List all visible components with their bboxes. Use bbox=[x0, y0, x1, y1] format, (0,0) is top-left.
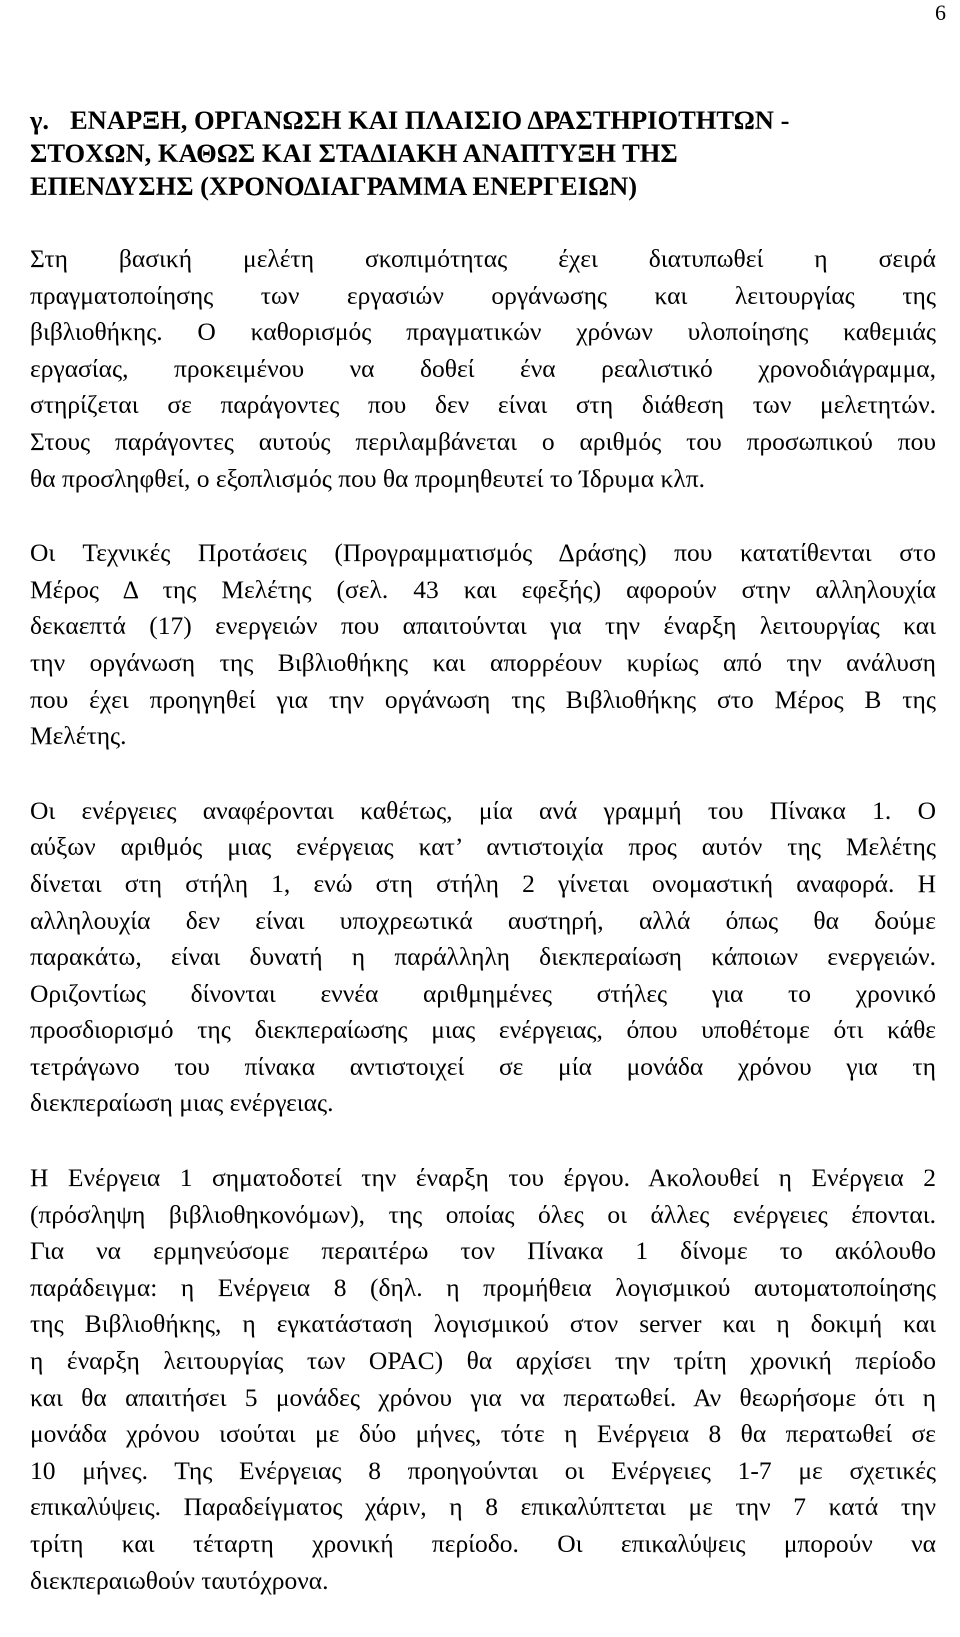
text-line: θα προσληφθεί, ο εξοπλισμός που θα προμηθευτεί το Ίδρυμα κλπ. bbox=[30, 463, 705, 493]
text-line: Στη βασική μελέτη σκοπιμότητας έχει διατυπωθεί η σειρά bbox=[30, 244, 936, 273]
text-line: διεκπεραίωση μιας ενέργειας. bbox=[30, 1088, 334, 1118]
text-line: βιβλιοθήκης. Ο καθορισμός πραγματικών χρόνων υλοποίησης καθεμιάς bbox=[30, 317, 936, 347]
document-body bbox=[30, 104, 936, 1637]
section-heading-line-3: ΕΠΕΝΔΥΣΗΣ (ΧΡΟΝΟΔΙΑΓΡΑΜΜΑ ΕΝΕΡΓΕΙΩΝ) bbox=[30, 171, 638, 201]
text-line: Οι ενέργειες αναφέρονται καθέτως, μία ανά γραμμή του Πίνακα 1. Ο bbox=[30, 795, 936, 825]
text-line: τρίτη και τέταρτη χρονική περίοδο. Οι επικαλύψεις μπορούν να bbox=[30, 1529, 936, 1558]
text-line: επικαλύψεις. Παραδείγματος χάριν, η 8 επικαλύπτεται με την 7 κατά την bbox=[30, 1492, 936, 1522]
text-line: Στους παράγοντες αυτούς περιλαμβάνεται ο αριθμός του προσωπικού που bbox=[30, 426, 936, 456]
text-line: μονάδα χρόνου ισούται με δύο μήνες, τότε η Ενέργεια 8 θα περατωθεί σε bbox=[30, 1419, 936, 1449]
section-heading-line-2: ΣΤΟΧΩΝ, ΚΑΘΩΣ ΚΑΙ ΣΤΑΔΙΑΚΗ ΑΝΑΠΤΥΞΗ ΤΗΣ bbox=[30, 138, 678, 168]
text-line: δεκαεπτά (17) ενεργειών που απαιτούνται για την έναρξη λειτουργίας και bbox=[30, 611, 936, 641]
text-line: διεκπεραιωθούν ταυτόχρονα. bbox=[30, 1565, 329, 1595]
text-line: τετράγωνο του πίνακα αντιστοιχεί σε μία μονάδα χρόνου για τη bbox=[30, 1051, 936, 1081]
text-line: Για να ερμηνεύσομε περαιτέρω τον Πίνακα 1 δίνομε το ακόλουθο bbox=[30, 1236, 936, 1266]
text-line: η έναρξη λειτουργίας των OPAC) θα αρχίσει την τρίτη χρονική περίοδο bbox=[30, 1346, 936, 1376]
paragraph-1 bbox=[30, 241, 936, 497]
section-heading-line-1: γ. ΕΝΑΡΞΗ, ΟΡΓΑΝΩΣΗ ΚΑΙ ΠΛΑΙΣΙΟ ΔΡΑΣΤΗΡΙΟΤΗΤΩΝ - bbox=[30, 105, 790, 135]
text-line: Η Ενέργεια 1 σηματοδοτεί την έναρξη του έργου. Ακολουθεί η Ενέργεια 2 bbox=[30, 1163, 936, 1193]
text-line: παρακάτω, είναι δυνατή η παράλληλη διεκπεραίωση κάποιων ενεργειών. bbox=[30, 942, 936, 972]
text-line: Οι Τεχνικές Προτάσεις (Προγραμματισμός Δράσης) που κατατίθενται στο bbox=[30, 538, 936, 568]
paragraph-3 bbox=[30, 793, 936, 1122]
paragraph-2 bbox=[30, 535, 936, 755]
text-line: Μέρος Δ της Μελέτης (σελ. 43 και εφεξής) αφορούν στην αλληλουχία bbox=[30, 574, 936, 604]
text-line: 10 μήνες. Της Ενέργειας 8 προηγούνται οι Ενέργειες 1-7 με σχετικές bbox=[30, 1455, 936, 1485]
text-line: (πρόσληψη βιβλιοθηκονόμων), της οποίας όλες οι άλλες ενέργειες έπονται. bbox=[30, 1199, 936, 1229]
page-number: 6 bbox=[935, 0, 946, 25]
text-line: πραγματοποίησης των εργασιών οργάνωσης και λειτουργίας της bbox=[30, 280, 936, 310]
section-heading bbox=[30, 104, 936, 203]
text-line: στηρίζεται σε παράγοντες που δεν είναι στη διάθεση των μελετητών. bbox=[30, 390, 936, 420]
text-line: παράδειγμα: η Ενέργεια 8 (δηλ. η προμήθεια λογισμικού αυτοματοποίησης bbox=[30, 1272, 936, 1302]
text-line: αύξων αριθμός μιας ενέργειας κατ’ αντιστοιχία προς αυτόν της Μελέτης bbox=[30, 832, 936, 862]
text-line: Οριζοντίως δίνονται εννέα αριθμημένες στήλες για το χρονικό bbox=[30, 978, 936, 1008]
text-line: προσδιορισμό της διεκπεραίωσης μιας ενέργειας, όπου υποθέτομε ότι κάθε bbox=[30, 1015, 936, 1045]
text-line: δίνεται στη στήλη 1, ενώ στη στήλη 2 γίνεται ονομαστική αναφορά. Η bbox=[30, 868, 936, 898]
text-line: και θα απαιτήσει 5 μονάδες χρόνου για να περατωθεί. Αν θεωρήσομε ότι η bbox=[30, 1382, 936, 1412]
text-line: που έχει προηγηθεί για την οργάνωση της Βιβλιοθήκης στο Μέρος Β της bbox=[30, 684, 936, 714]
section-label: γ. bbox=[30, 105, 50, 135]
text-line: της Βιβλιοθήκης, η εγκατάσταση λογισμικού στον server και η δοκιμή και bbox=[30, 1309, 936, 1339]
text-line: αλληλουχία δεν είναι υποχρεωτικά αυστηρή, αλλά όπως θα δούμε bbox=[30, 905, 936, 935]
text-line: Μελέτης. bbox=[30, 721, 127, 751]
text-line: την οργάνωση της Βιβλιοθήκης και απορρέουν κυρίως από την ανάλυση bbox=[30, 647, 936, 677]
text-line: εργασίας, προκειμένου να δοθεί ένα ρεαλιστικό χρονοδιάγραμμα, bbox=[30, 353, 936, 383]
paragraph-4 bbox=[30, 1160, 936, 1599]
